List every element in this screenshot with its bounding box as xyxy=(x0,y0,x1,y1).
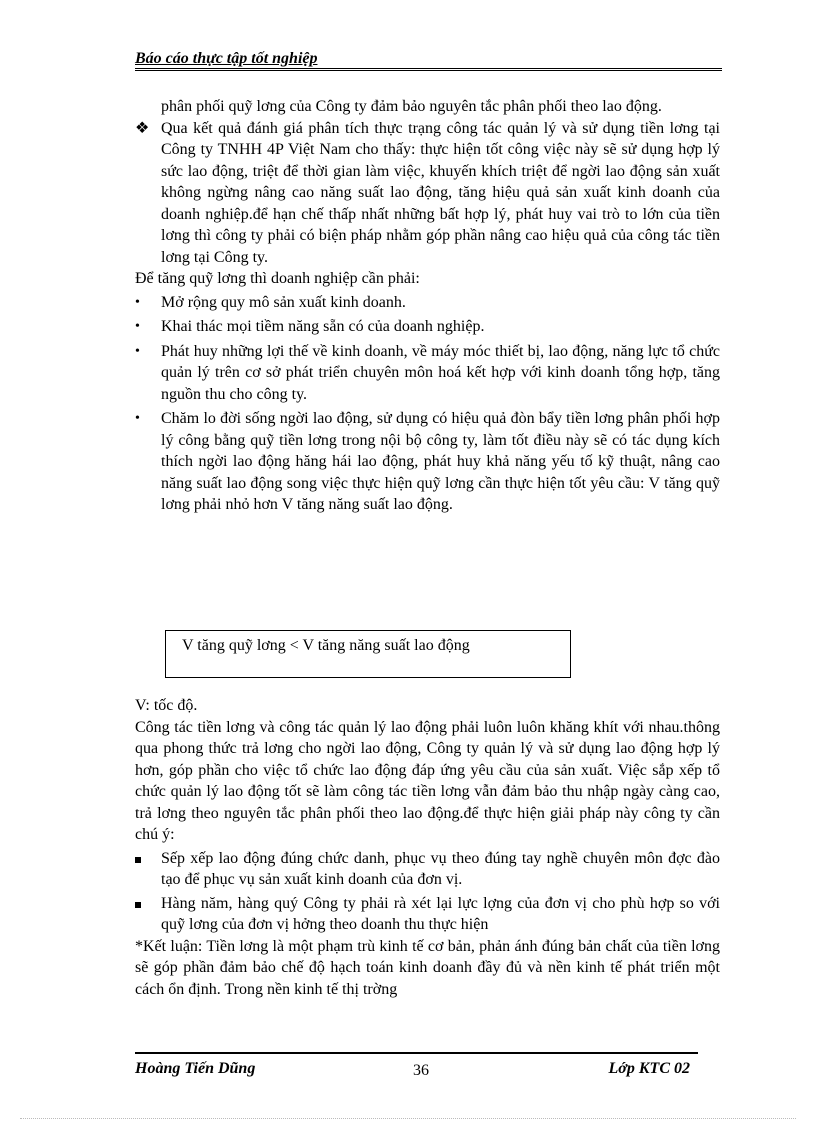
formula-text: V tăng quỹ lơng < V tăng năng suất lao động xyxy=(182,637,470,654)
dot-list-item xyxy=(135,341,720,406)
page-number: 36 xyxy=(413,1062,429,1079)
dot-item-text: Khai thác mọi tiềm năng sẵn có của doanh nghiệp. xyxy=(161,318,485,335)
increase-intro: Để tăng quỹ lơng thì doanh nghiệp cần phải: xyxy=(135,270,420,287)
header-rule-double xyxy=(135,70,722,71)
diamond-list-item xyxy=(135,118,720,269)
body-content-lower xyxy=(135,695,720,1000)
dot-bullet-icon: • xyxy=(135,411,140,426)
square-bullet-icon xyxy=(135,893,155,915)
footer-author: Hoàng Tiến Dũng xyxy=(135,1060,256,1077)
main-paragraph: Công tác tiền lơng và công tác quản lý lao động phải luôn luôn khăng khít với nhau.thông qua phong thức trả lơng cho ngời lao động, Công ty quản lý và sử dụng lao động hợp lý hơn, góp phần cho việc tổ chức lao động đáp ứng yêu cầu của sản xuất. Việc sắp xếp tổ chức quản lý lao động tốt sẽ làm công tác tiền lơng vẫn đảm bảo thu nhập ngày càng cao, trả lơng theo nguyên tắc phân phối theo lao động.để thực hiện giải pháp này công ty cần chú ý: xyxy=(135,718,720,843)
intro-continuation: phân phối quỹ lơng của Công ty đảm bảo nguyên tắc phân phối theo lao động. xyxy=(161,98,662,115)
diamond-bullet-icon: ❖ xyxy=(135,119,150,137)
dot-list-item xyxy=(135,408,720,516)
square-list-item xyxy=(135,848,720,891)
body-content xyxy=(135,96,720,516)
dot-item-text: Phát huy những lợi thế về kinh doanh, về máy móc thiết bị, lao động, năng lực tổ chức quản lý trên cơ sở phát triển chuyên môn hoá kết hợp với kinh doanh tổng hợp, tăng nguồn thu cho công ty. xyxy=(161,342,720,403)
dot-bullet-icon: • xyxy=(135,319,140,334)
dot-bullet-icon: • xyxy=(135,294,140,310)
header-title: Báo cáo thực tập tốt nghiệp xyxy=(135,50,318,67)
square-item-text: Hàng năm, hàng quý Công ty phải rà xét lại lực lợng của đơn vị cho phù hợp so với quỹ lơng của đơn vị hởng theo doanh thu thực hiện xyxy=(161,894,720,933)
square-list-item xyxy=(135,893,720,936)
dot-item-text: Chăm lo đời sống ngời lao động, sử dụng có hiệu quả đòn bẩy tiền lơng phân phối hợp lý công bằng quỹ tiền lơng trong nội bộ công ty, làm tốt điều này sẽ có tác dụng kích thích ngời lao động hăng hái lao động, phát huy khả năng yếu tố kỹ thuật, nâng cao năng suất lao động song việc thực hiện quỹ lơng cần thực hiện tốt yêu cầu: V tăng quỹ lơng phải nhỏ hơn V tăng năng suất lao động. xyxy=(161,410,720,513)
dot-bullet-icon: • xyxy=(135,343,140,359)
square-item-text: Sếp xếp lao động đúng chức danh, phục vụ theo đúng tay nghề chuyên môn đợc đào tạo để phục vụ sản xuất kinh doanh của đơn vị. xyxy=(161,849,720,888)
square-bullet-icon xyxy=(135,848,155,870)
footer-class: Lớp KTC 02 xyxy=(608,1060,690,1077)
header-rule xyxy=(135,68,722,69)
formula-box xyxy=(165,630,571,678)
v-definition: V: tốc độ. xyxy=(135,697,198,714)
dot-item-text: Mở rộng quy mô sản xuất kinh doanh. xyxy=(161,293,406,311)
dot-list-item xyxy=(135,292,720,314)
diamond-item-text: Qua kết quả đánh giá phân tích thực trạng công tác quản lý và sử dụng tiền lơng tại Công ty TNHH 4P Việt Nam cho thấy: thực hiện tốt công việc này sẽ sử dụng hợp lý sức lao động, triệt để thời gian làm việc, khuyến khích triệt để ngời lao động sản xuất không ngừng nâng cao năng suất lao động, tăng hiệu quả sản xuất kinh doanh của doanh nghiệp.để hạn chế thấp nhất những bất hợp lý, phát huy vai trò to lớn của tiền lơng thì công ty phải có biện pháp nhằm góp phần nâng cao hiệu quả của công tác tiền lơng tại Công ty. xyxy=(161,119,720,266)
dot-list-item xyxy=(135,316,720,338)
page-footer xyxy=(135,1052,698,1079)
conclusion-paragraph: *Kết luận: Tiền lơng là một phạm trù kinh tế cơ bản, phản ánh đúng bản chất của tiền lơng sẽ góp phần đảm bảo chế độ hạch toán kinh doanh đầy đủ và nền kinh tế phát triển một cách ổn định. Trong nền kinh tế thị trờng xyxy=(135,937,720,998)
page-header xyxy=(135,50,722,68)
page-bottom-dotted-rule xyxy=(20,1118,796,1119)
